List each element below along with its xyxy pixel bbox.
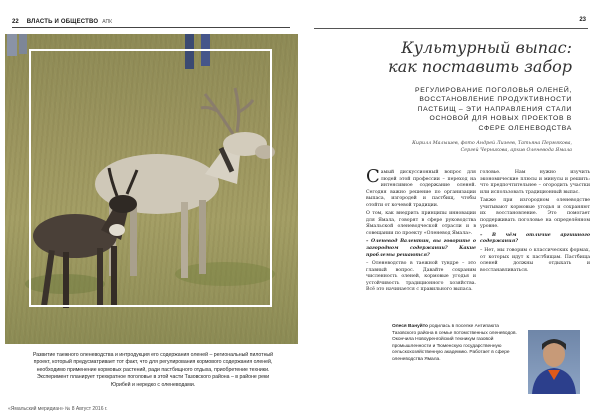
portrait-illustration [528, 330, 580, 394]
bio-text: родилась в поселке Антипаюта Тазовского района в семье потомственных оленеводов. Окончила Новоуренгойский техникум газовой промышленности и Тюменскую государственную сельскохозяйственную академию. Работает в сфере оленеводства Ямала. [392, 324, 517, 362]
article-title-line2: как поставить забор [388, 57, 572, 76]
reindeer-photo [5, 34, 298, 344]
article-title-line1: Культурный выпас: [401, 38, 572, 57]
credits-line1: Кирилл Малышев, фото Андрей Лизеев, Татьяна Пермякова, [412, 141, 572, 146]
paragraph: О том, как внедрить принципы инновации для Ямала, говорят в сфере руководства Ямальской оленеводческой отрасли и в совещании по проекту «Оленевод Ямала». [366, 211, 476, 236]
person-leg [7, 34, 17, 56]
section-title: ВЛАСТЬ И ОБЩЕСТВО [26, 18, 99, 25]
article-lead: РЕГУЛИРОВАНИЕ ПОГОЛОВЬЯ ОЛЕНЕЙ, ВОССТАНОВЛЕНИЕ ПРОДУКТИВНОСТИ ПАСТБИЩ – ЭТИ НАПРАВЛЕНИЯ СТАЛИ ОСНОВОЙ ДЛЯ НОВЫХ ПРОЕКТОВ В СФЕРЕ ОЛЕНЕВОДСТВА [415, 87, 572, 132]
photo-caption: Развитие таежного оленеводства и интродукция его содержания оленей – региональный пилотный проект, который предусматривает тот факт, что для регулирования кормового содержания оленей, необходимо применение кормовых растений, ради пастбищного отдыха, приобретение техники. Эксперимент планирует трехкратное поголовье в этой части Тазовского района – в районе реки Юрибей и нередко с оленеводами. [32, 352, 274, 388]
page-number: 23 [579, 17, 586, 23]
magazine-footer: «Ямальский меридиан» № 8 Август 2016 г. [8, 406, 108, 412]
paragraph: Также при изгородном оленеводстве учитывают кормовые угодья и сохраняют их восстановление. Это помогает поддерживать поголовье на определённом уровне. [480, 198, 590, 230]
paragraph: головье. Нам нужно изучить экономические плюсы и минусы и решить: что предпочтительнее – огородить участки или использовать традиционный выпас. [480, 170, 590, 195]
drop-cap: С [366, 166, 380, 187]
article-title [372, 38, 572, 76]
text-column-2 [480, 170, 590, 276]
right-page [300, 0, 600, 420]
photo-frame-border [29, 49, 272, 307]
interview-question: – В чём отличие аргишного содержания? [480, 232, 590, 245]
portrait-photo [528, 330, 580, 394]
paragraph [366, 166, 476, 209]
article-credits [372, 141, 572, 154]
paragraph: – Оленеводство в таежной тундре – это главный вопрос. Давайте сохраним численность оленей, кормовые угодья и устойчивость традиционного хозяйства. Всё это начинается с правильного выпаса. [366, 261, 476, 293]
paragraph-text: амый дискуссионный вопрос для людей этой профессии – переход на интенсивное содержание оленей. Сегодня важно решение по организации выпаса, изгородей и пастбищ, чтобы отойти от кочевой традиции. [366, 170, 476, 208]
interview-question: – Оленевод Валентин, вы говорите о загородном содержании? Какие проблемы решаются? [366, 239, 476, 258]
paragraph: – Нет, мы говорим о классических формах, от которых идут к пастбищам. Пастбища оленей должны отдыхать и восстанавливаться. [480, 248, 590, 273]
page-number: 22 [12, 18, 19, 25]
text-column-1 [366, 166, 476, 296]
header-rule [314, 28, 588, 29]
author-bio [392, 324, 522, 364]
page-header-left [12, 16, 290, 28]
person-leg [19, 34, 27, 54]
bio-name: Олеся Вануйто [392, 324, 428, 329]
credits-line2: Сергей Черникова, архив Оленевода Ямала [460, 147, 572, 153]
subsection-title: АПК [102, 18, 113, 25]
